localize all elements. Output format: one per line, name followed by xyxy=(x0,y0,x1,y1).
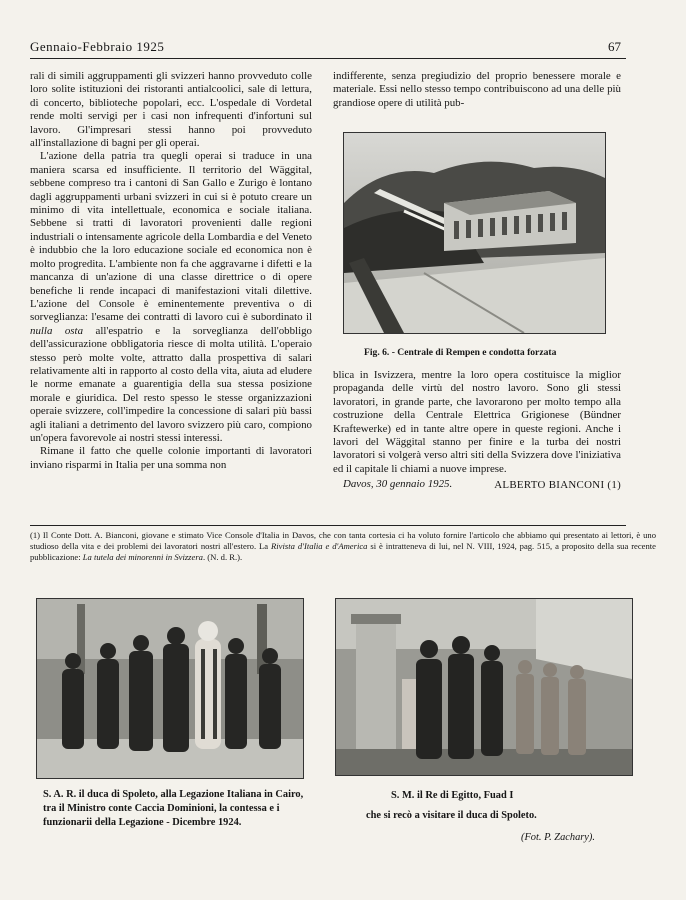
footnote xyxy=(30,530,656,563)
footnote-text-1: (1) Il Conte Dott. A. Bianconi, giovane e stimato Vice Console d'Italia in Davos, che con tanta cortesia ci ha voluto fornire l'articolo che abbiamo qui presentato ai lettori, è uno studioso della vita e dei problemi dei lavoratori nostri all'estero. La xyxy=(30,530,656,551)
footnote-journal: Rivista d'Italia e d'America xyxy=(271,541,368,551)
header-rule xyxy=(30,58,626,59)
right-paragraph-top: indifferente, senza pregiudizio del proprio benessere morale e materiale. Essi nello stesso tempo contribuiscono ad una delle più grandiose opere di utilità pub- xyxy=(333,70,621,109)
author-signature: ALBERTO BIANCONI (1) xyxy=(494,478,621,491)
right-paragraph-bottom: blica in Isvizzera, mentre la loro opera costituisce la miglior propaganda delle virtù del nostro lavoro. Sono gli stessi lavoratori, in grande parte, che lavorarono per molto tempo alla costruzione della Centrale Elettrica Grigionese (Bündner Kraftewerke) ed in tante altre opere in queste regioni. Anche i lavori del Wäggital stanno per finire e la turba dei nostri lavoratori si volgerà verso altri siti della Svizzera dove l'iniziativa ed il capitale li chiami a nuove imprese. xyxy=(333,369,621,475)
paragraph-2-b: all'espatrio e la sorveglianza dell'obbligo dell'assicurazione obbligatoria riesce di molta utilità. L'operaio stesso però molte volte, attratto dalla prospettiva di salari relativamente alti in rapporto al costo della vita, aiuta ad eludere le norme emanate a guarentigia della sua stessa posizione morale e giuridica. Del resto spesso le stesse organizzazioni operaie svizzere, coll'impedire la concessione di salari più bassi agli italiani a detrimento del lavoro svizzero più caro, compiono un'opera favorevole ai nostri stessi interessi. xyxy=(30,324,312,444)
king-visit-image xyxy=(336,599,632,775)
photo-credit: (Fot. P. Zachary). xyxy=(521,832,595,843)
right-photo-caption-2: che si recò a visitare il duca di Spoleto. xyxy=(366,810,537,821)
footnote-text-3: . (N. d. R.). xyxy=(202,552,243,562)
paragraph-3: Rimane il fatto che quelle colonie importanti di lavoratori inviano risparmi in Italia per una somma non xyxy=(30,445,312,471)
right-photo-caption-1: S. M. il Re di Egitto, Fuad I xyxy=(391,790,514,801)
duke-legation-photo xyxy=(36,598,304,779)
paragraph-2-a: L'azione della patria tra quegli operai si traduce in una maniera scarsa ed insufficiente. Il territorio del Wäggital, sebbene compreso tra i cantoni di San Gallo e Zurigo è lontano dagli aggruppamenti urbani svizzeri in cui si è potuto creare un minimo di vita intellettuale, economica e sociale italiana. Sebbene si tratti di lavoratori provenienti dalle regioni industriali o intensamente agricole della Lombardia e del Veneto è indubbio che la loro educazione sociale ed economica non è molto progredita. L'ambiente non fa che aggravarne i difetti e la mancanza di un'azione di una classe direttrice o di opere benefiche li rende incapaci di manifestazioni vitali dilettive. L'azione del Console è eminentemente preventiva o di sorveglianza: l'esame dei contratti di lavoro cui è subordinato il xyxy=(30,150,312,324)
figure-6-photo xyxy=(343,132,606,334)
nulla-osta: nulla osta xyxy=(30,324,84,337)
paragraph-1: rali di simili aggruppamenti gli svizzeri hanno provveduto colle loro solite istituzioni dei ristoranti antialcoolici, sale di lettura, di concerto, biblioteche popolari, ecc. L'ospedale di Vordetal rende molti servigi per i casi non infrequenti d'infortuni sul lavoro. Gl'impresari stessi hanno poi provveduto all'installazione di bagni per gli operai. xyxy=(30,70,312,150)
figure-6-caption: Fig. 6. - Centrale di Rempen e condotta forzata xyxy=(364,347,557,358)
right-column-top xyxy=(333,70,621,110)
left-column xyxy=(30,70,312,472)
group-portrait-image xyxy=(37,599,303,778)
footnote-text-2: si è intratteneva di lui, nel N. VIII, 1924, pag. 515, a proposito della sua recente pubblicazione: xyxy=(30,541,656,562)
power-station-image xyxy=(344,133,605,333)
king-fuad-photo xyxy=(335,598,633,776)
page-number: 67 xyxy=(608,39,621,54)
dateline: Davos, 30 gennaio 1925. xyxy=(343,478,453,491)
left-photo-caption: S. A. R. il duca di Spoleto, alla Legazione Italiana in Cairo, tra il Ministro conte Caccia Dominioni, la contessa e i funzionarii della Legazione - Dicembre 1924. xyxy=(43,789,304,828)
running-header-left: Gennaio-Febbraio 1925 xyxy=(30,39,165,54)
right-column-bottom xyxy=(333,369,621,492)
footnote-rule xyxy=(30,525,626,526)
footnote-book-title: La tutela dei minorenni in Svizzera xyxy=(82,552,203,562)
paragraph-2 xyxy=(30,150,312,445)
